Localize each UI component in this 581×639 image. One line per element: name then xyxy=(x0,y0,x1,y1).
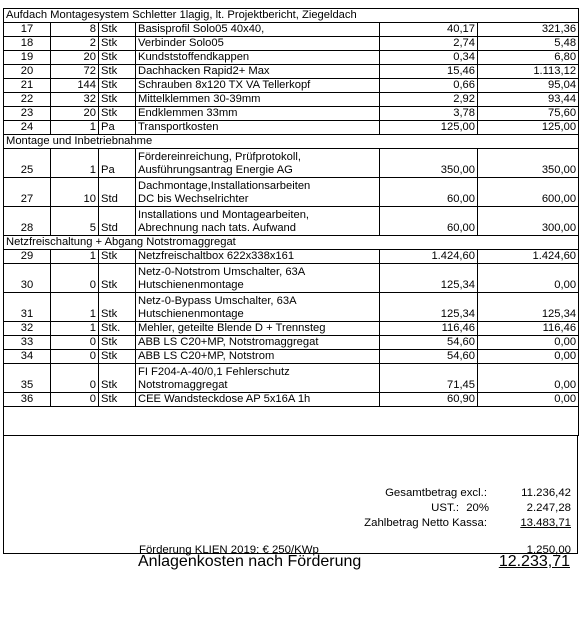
unit-price-cell: 2,74 xyxy=(380,37,478,51)
unit-cell: Stk xyxy=(99,107,136,121)
description-line-2: Notstromaggregat xyxy=(138,379,228,391)
unit-cell: Stk xyxy=(99,51,136,65)
quantity-cell: 0 xyxy=(51,364,99,393)
quantity-cell: 144 xyxy=(51,79,99,93)
unit-price-cell: 116,46 xyxy=(380,322,478,336)
description-line-1: Netz-0-Notstrom Umschalter, 63A xyxy=(138,266,306,278)
unit-price-cell: 125,34 xyxy=(380,293,478,322)
table-row xyxy=(4,336,579,350)
line-total-cell: 300,00 xyxy=(478,207,579,236)
totals-section xyxy=(3,436,578,554)
section-title: Netzfreischaltung + Abgang Notstromaggregat xyxy=(4,236,579,250)
unit-cell: Stk xyxy=(99,250,136,264)
unit-price-cell: 3,78 xyxy=(380,107,478,121)
line-total-cell: 6,80 xyxy=(478,51,579,65)
quantity-cell: 1 xyxy=(51,250,99,264)
line-total-cell: 0,00 xyxy=(478,350,579,364)
position-cell: 18 xyxy=(4,37,51,51)
quantity-cell: 1 xyxy=(51,293,99,322)
position-cell: 20 xyxy=(4,65,51,79)
description-cell xyxy=(136,149,380,178)
table-row xyxy=(4,51,579,65)
unit-cell: Std xyxy=(99,207,136,236)
unit-price-cell: 1.424,60 xyxy=(380,250,478,264)
table-row xyxy=(4,207,579,236)
unit-price-cell: 40,17 xyxy=(380,23,478,37)
unit-cell: Stk xyxy=(99,37,136,51)
table-row xyxy=(4,293,579,322)
table-row xyxy=(4,23,579,37)
table-row xyxy=(4,65,579,79)
table-row xyxy=(4,264,579,293)
table-row xyxy=(4,322,579,336)
unit-price-cell: 15,46 xyxy=(380,65,478,79)
description-cell: Schrauben 8x120 TX VA Tellerkopf xyxy=(136,79,380,93)
table-row xyxy=(4,393,579,407)
unit-price-cell: 60,00 xyxy=(380,178,478,207)
description-line-2: DC bis Wechselrichter xyxy=(138,193,249,205)
unit-price-cell: 125,00 xyxy=(380,121,478,135)
description-line-2: Hutschienenmontage xyxy=(138,279,244,291)
empty-cell xyxy=(4,407,579,436)
zahlbetrag-value: 13.483,71 xyxy=(520,517,571,529)
line-total-cell: 125,34 xyxy=(478,293,579,322)
line-total-cell: 1.113,12 xyxy=(478,65,579,79)
table-row xyxy=(4,107,579,121)
position-cell: 28 xyxy=(4,207,51,236)
ust-percent: 20% xyxy=(466,502,489,514)
position-cell: 33 xyxy=(4,336,51,350)
unit-price-cell: 0,66 xyxy=(380,79,478,93)
ust-label: UST.: xyxy=(431,502,459,514)
description-cell: Netzfreischaltbox 622x338x161 xyxy=(136,250,380,264)
position-cell: 19 xyxy=(4,51,51,65)
final-row xyxy=(3,554,578,570)
description-cell: ABB LS C20+MP, Notstrom xyxy=(136,350,380,364)
description-cell: ABB LS C20+MP, Notstromaggregat xyxy=(136,336,380,350)
line-total-cell: 321,36 xyxy=(478,23,579,37)
position-cell: 22 xyxy=(4,93,51,107)
line-total-cell: 0,00 xyxy=(478,393,579,407)
invoice-sheet xyxy=(3,8,578,570)
quantity-cell: 1 xyxy=(51,322,99,336)
description-cell: Basisprofil Solo05 40x40, xyxy=(136,23,380,37)
quantity-cell: 20 xyxy=(51,107,99,121)
description-line-2: Ausführungsantrag Energie AG xyxy=(138,164,293,176)
unit-price-cell: 60,00 xyxy=(380,207,478,236)
line-total-cell: 600,00 xyxy=(478,178,579,207)
unit-cell: Stk xyxy=(99,393,136,407)
line-items-table xyxy=(3,8,579,436)
table-row xyxy=(4,121,579,135)
line-total-cell: 125,00 xyxy=(478,121,579,135)
description-cell: Mehler, geteilte Blende D + Trennsteg xyxy=(136,322,380,336)
description-line-1: Installations und Montagearbeiten, xyxy=(138,209,310,221)
description-line-1: Netz-0-Bypass Umschalter, 63A xyxy=(138,295,297,307)
position-cell: 34 xyxy=(4,350,51,364)
line-total-cell: 0,00 xyxy=(478,336,579,350)
position-cell: 23 xyxy=(4,107,51,121)
line-total-cell: 95,04 xyxy=(478,79,579,93)
quantity-cell: 72 xyxy=(51,65,99,79)
position-cell: 27 xyxy=(4,178,51,207)
empty-row xyxy=(4,407,579,436)
unit-cell: Stk xyxy=(99,364,136,393)
unit-cell: Stk xyxy=(99,65,136,79)
description-cell: Endklemmen 33mm xyxy=(136,107,380,121)
unit-cell: Stk xyxy=(99,264,136,293)
unit-cell: Stk xyxy=(99,79,136,93)
description-cell xyxy=(136,364,380,393)
quantity-cell: 0 xyxy=(51,264,99,293)
description-line-1: FI F204-A-40/0,1 Fehlerschutz xyxy=(138,366,290,378)
position-cell: 25 xyxy=(4,149,51,178)
quantity-cell: 1 xyxy=(51,121,99,135)
description-cell: Transportkosten xyxy=(136,121,380,135)
gesamt-label: Gesamtbetrag excl.: xyxy=(385,487,487,499)
unit-price-cell: 0,34 xyxy=(380,51,478,65)
unit-price-cell: 2,92 xyxy=(380,93,478,107)
unit-price-cell: 60,90 xyxy=(380,393,478,407)
line-total-cell: 93,44 xyxy=(478,93,579,107)
unit-cell: Pa xyxy=(99,149,136,178)
unit-cell: Stk xyxy=(99,93,136,107)
unit-cell: Stk xyxy=(99,336,136,350)
description-cell xyxy=(136,264,380,293)
position-cell: 32 xyxy=(4,322,51,336)
anlagenkosten-label: Anlagenkosten nach Förderung xyxy=(138,553,362,570)
gesamt-value: 11.236,42 xyxy=(521,487,571,499)
quantity-cell: 0 xyxy=(51,393,99,407)
description-line-2: Abrechnung nach tats. Aufwand xyxy=(138,222,296,234)
position-cell: 21 xyxy=(4,79,51,93)
unit-price-cell: 54,60 xyxy=(380,350,478,364)
description-cell: Mittelklemmen 30-39mm xyxy=(136,93,380,107)
section-header-row xyxy=(4,135,579,149)
anlagenkosten-value: 12.233,71 xyxy=(498,553,570,570)
line-total-cell: 116,46 xyxy=(478,322,579,336)
unit-cell: Std xyxy=(99,178,136,207)
quantity-cell: 32 xyxy=(51,93,99,107)
unit-price-cell: 125,34 xyxy=(380,264,478,293)
line-total-cell: 0,00 xyxy=(478,264,579,293)
description-line-1: Dachmontage,Installationsarbeiten xyxy=(138,180,311,192)
table-row xyxy=(4,350,579,364)
table-row xyxy=(4,250,579,264)
quantity-cell: 0 xyxy=(51,350,99,364)
section-header-row xyxy=(4,236,579,250)
description-cell: Verbinder Solo05 xyxy=(136,37,380,51)
unit-price-cell: 350,00 xyxy=(380,149,478,178)
description-cell xyxy=(136,293,380,322)
unit-cell: Stk xyxy=(99,350,136,364)
section-title: Montage und Inbetriebnahme xyxy=(4,135,579,149)
quantity-cell: 5 xyxy=(51,207,99,236)
description-cell: Dachhacken Rapid2+ Max xyxy=(136,65,380,79)
table-row xyxy=(4,79,579,93)
foerderung-label: Förderung KLIEN 2019: € 250/KWp xyxy=(139,544,319,556)
unit-cell: Stk xyxy=(99,293,136,322)
foerderung-value: 1.250,00 xyxy=(526,544,571,556)
quantity-cell: 8 xyxy=(51,23,99,37)
zahlbetrag-label: Zahlbetrag Netto Kassa: xyxy=(364,517,487,529)
position-cell: 17 xyxy=(4,23,51,37)
position-cell: 31 xyxy=(4,293,51,322)
unit-cell: Pa xyxy=(99,121,136,135)
quantity-cell: 0 xyxy=(51,336,99,350)
position-cell: 30 xyxy=(4,264,51,293)
description-cell: Kundststoffendkappen xyxy=(136,51,380,65)
line-total-cell: 1.424,60 xyxy=(478,250,579,264)
description-cell xyxy=(136,178,380,207)
description-line-1: Fördereinreichung, Prüfprotokoll, xyxy=(138,151,301,163)
description-cell: CEE Wandsteckdose AP 5x16A 1h xyxy=(136,393,380,407)
table-row xyxy=(4,37,579,51)
description-cell xyxy=(136,207,380,236)
line-total-cell: 75,60 xyxy=(478,107,579,121)
position-cell: 35 xyxy=(4,364,51,393)
section-header-row xyxy=(4,9,579,23)
line-total-cell: 0,00 xyxy=(478,364,579,393)
quantity-cell: 10 xyxy=(51,178,99,207)
description-line-2: Hutschienenmontage xyxy=(138,308,244,320)
unit-cell: Stk xyxy=(99,23,136,37)
line-total-cell: 5,48 xyxy=(478,37,579,51)
section-title: Aufdach Montagesystem Schletter 1lagig, lt. Projektbericht, Ziegeldach xyxy=(4,9,579,23)
quantity-cell: 20 xyxy=(51,51,99,65)
position-cell: 24 xyxy=(4,121,51,135)
position-cell: 29 xyxy=(4,250,51,264)
unit-price-cell: 54,60 xyxy=(380,336,478,350)
ust-value: 2.247,28 xyxy=(526,502,571,514)
quantity-cell: 2 xyxy=(51,37,99,51)
table-row xyxy=(4,93,579,107)
unit-cell: Stk. xyxy=(99,322,136,336)
unit-price-cell: 71,45 xyxy=(380,364,478,393)
table-row xyxy=(4,149,579,178)
position-cell: 36 xyxy=(4,393,51,407)
line-total-cell: 350,00 xyxy=(478,149,579,178)
table-row xyxy=(4,364,579,393)
quantity-cell: 1 xyxy=(51,149,99,178)
table-row xyxy=(4,178,579,207)
